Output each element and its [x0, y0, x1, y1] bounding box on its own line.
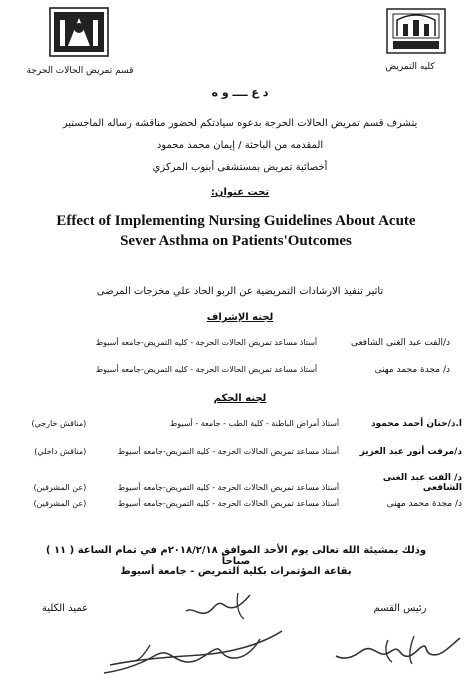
- dean-label: عميد الكلية: [41, 603, 89, 614]
- header-right-caption: كليه التمريض: [385, 62, 435, 72]
- committee-role: (مناقش داخلي): [34, 447, 87, 456]
- committee-role: (عن المشرفين): [33, 499, 87, 508]
- thesis-title-arabic: تاثير تنفيذ الارشادات التمريضية عن الربو الحاد علي مخرجات المرضى: [96, 286, 384, 297]
- faculty-logo-right: [383, 6, 449, 56]
- supervision-heading: لجنه الإشراف: [206, 312, 274, 323]
- supervisor-name: د/ مجدة محمد مهنى: [374, 365, 450, 375]
- committee-row-3: [10, 473, 462, 493]
- header-left-caption: قسم تمريض الحالات الحرجة: [26, 66, 134, 76]
- committee-name: د/ الفت عبد الغنى الشافعى: [382, 473, 462, 493]
- committee-title: أستاذ مساعد تمريض الحالات الحرجة - كليه التمريض-جامعه أسيوط: [117, 483, 340, 492]
- department-logo-left: [48, 6, 110, 58]
- committee-row-4: [10, 499, 462, 509]
- committee-name: ا.د/حنان أحمد محمود: [370, 419, 462, 429]
- thesis-title-line1: Effect of Implementing Nursing Guidelines About Acute: [56, 213, 416, 229]
- committee-role: (مناقش خارجي): [31, 419, 87, 428]
- supervisor-row-1: [30, 338, 450, 348]
- committee-name: د/ مجدة محمد مهنى: [386, 499, 462, 509]
- presenter-role: أخصائية تمريض بمستشفى أبنوب المركزي: [152, 162, 328, 173]
- supervisor-row-2: [30, 365, 450, 375]
- dean-signature: [90, 625, 290, 683]
- committee-title: أستاذ مساعد تمريض الحالات الحرجة - كليه التمريض-جامعه أسيوط: [117, 499, 340, 508]
- thesis-title-line2: Sever Asthma on Patients'Outcomes: [120, 233, 352, 249]
- intro-text: يتشرف قسم تمريض الحالات الحرجة بدعوه سيادتكم لحضور مناقشه رساله الماجستير: [62, 118, 418, 129]
- committee-name: د/مرفت أنور عبد العزيز: [359, 447, 462, 457]
- dept-head-signature: [330, 618, 470, 678]
- committee-heading: لجنه الحكم: [213, 393, 267, 404]
- middle-signature: [180, 585, 260, 630]
- committee-title: أستاذ مساعد تمريض الحالات الحرجة - كليه التمريض-جامعه أسيوط: [117, 447, 340, 456]
- supervisor-title: أستاذ مساعد تمريض الحالات الحرجة - كليه التمريض-جامعه أسيوط: [95, 365, 318, 374]
- committee-role: (عن المشرفين): [33, 483, 87, 492]
- closing-line-2: بقاعة المؤتمرات بكلية التمريض - جامعة أسيوط: [120, 566, 352, 577]
- committee-row-1: [10, 419, 462, 429]
- title-heading: تحت عنوان:: [210, 187, 270, 198]
- supervisor-title: أستاذ مساعد تمريض الحالات الحرجة - كليه التمريض-جامعه أسيوط: [95, 338, 318, 347]
- closing-line-1: وذلك بمشيئة الله تعالى يوم الأحد الموافق ٢٠١٨/٢/١٨م في تمام الساعة ( ١١ ) صباحاً: [45, 545, 427, 567]
- dept-head-label: رئيس القسم: [373, 603, 427, 614]
- presenter: المقدمه من الباحثة / إيمان محمد محمود: [156, 140, 324, 151]
- committee-row-2: [10, 447, 462, 457]
- committee-title: أستاذ أمراض الباطنة - كلية الطب - جامعة - أسيوط: [169, 419, 340, 428]
- supervisor-name: د/الفت عبد الغنى الشافعى: [350, 338, 450, 348]
- invitation-title: د ع ــــ و ه: [211, 86, 269, 99]
